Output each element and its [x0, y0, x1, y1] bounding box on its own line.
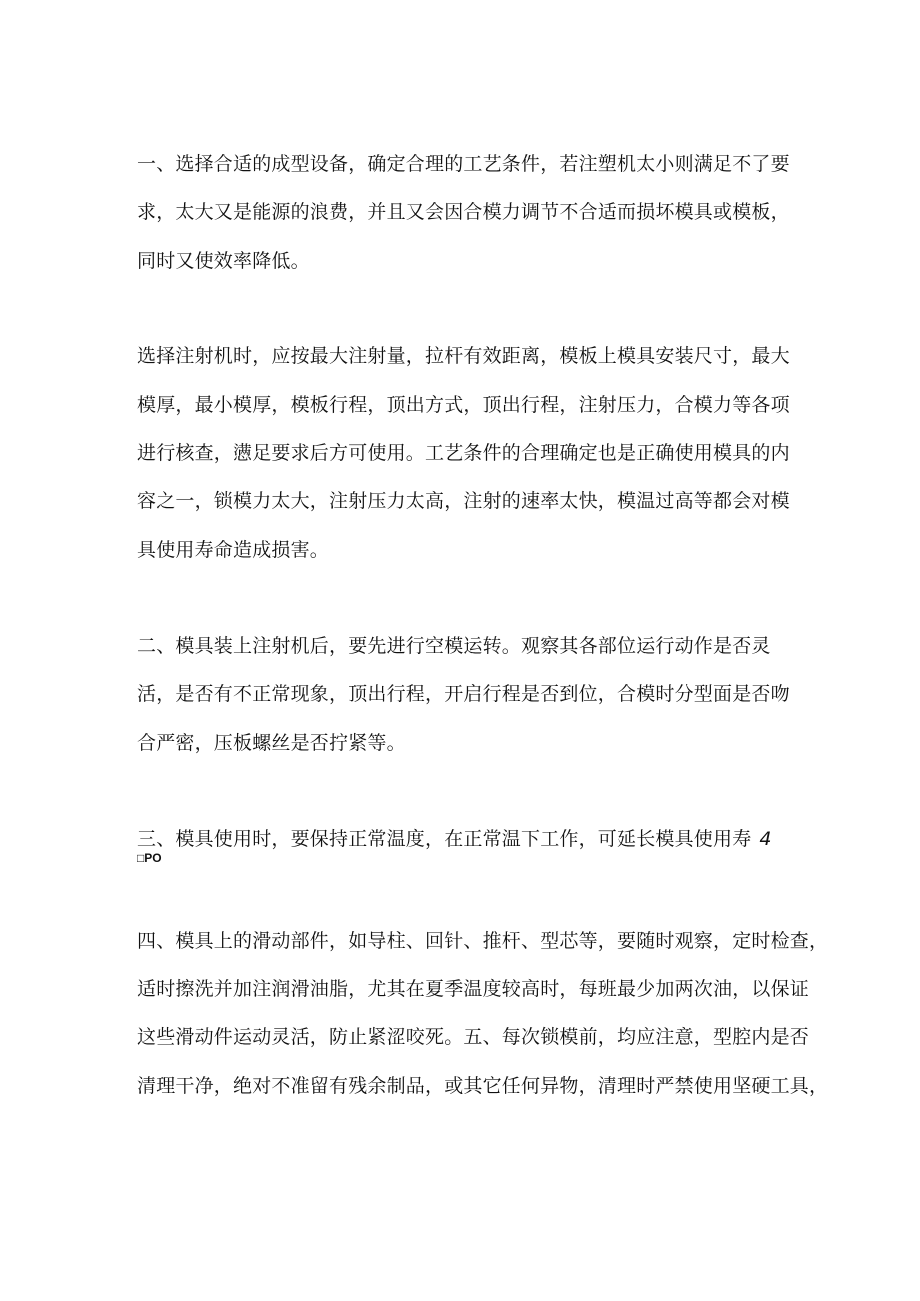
paragraph-5-line-3: 这些滑动件运动灵活，防止紧涩咬死。五、每次锁模前，均应注意，型腔内是否 [137, 1026, 810, 1048]
paragraph-5-line-2: 适时擦洗并加注润滑油脂，尤其在夏季温度较高时，每班最少加两次油，以保证 [137, 978, 810, 1000]
paragraph-4-line-1 [137, 826, 772, 852]
paragraph-3-line-3: 合严密，压板螺丝是否拧紧等。 [137, 732, 406, 754]
paragraph-2-line-3: 进行核查，懑足要求后方可使用。工艺条件的合理确定也是正确使用模具的内 [137, 442, 790, 464]
paragraph-2-line-4: 容之一，锁模力太大，注射压力太高，注射的速率太快，模温过高等都会对模 [137, 490, 790, 512]
paragraph-1-line-1: 一、选择合适的成型设备，确定合理的工艺条件，若注塑机太小则满足不了要 [137, 153, 790, 175]
paragraph-1-line-3: 同时又使效率降低。 [137, 250, 310, 272]
paragraph-3-line-1: 二、模具装上注射机后，要先进行空模运转。观察其各部位运行动作是否灵 [137, 635, 771, 657]
paragraph-4-suffix: 4 [759, 828, 772, 850]
paragraph-5-line-1: 四、模具上的滑动部件，如导柱、回针、推杆、型芯等，要随时观察，定时检查， [137, 930, 829, 952]
paragraph-2-line-5: 具使用寿命造成损害。 [137, 539, 330, 561]
paragraph-3-line-2: 活，是否有不正常现象，顶出行程，开启行程是否到位，合模时分型面是否吻 [137, 683, 790, 705]
paragraph-1-line-2: 求，太大又是能源的浪费，并且又会因合模力调节不合适而损坏模具或模板， [137, 201, 790, 223]
paragraph-2-line-2: 模厚，最小模厚，模板行程，顶出方式，顶出行程，注射压力，合模力等各项 [137, 394, 790, 416]
paragraph-4-text: 三、模具使用时，要保持正常温度，在正常温下工作，可延长模具使用寿 [137, 828, 752, 850]
paragraph-5-line-4: 清理干净，绝对不准留有残余制品，或其它任何异物，清理时严禁使用坚硬工具， [137, 1075, 829, 1097]
paragraph-4-tail: □PO [137, 851, 162, 865]
paragraph-2-line-1: 选择注射机时，应按最大注射量，拉杆有效距离，模板上模具安装尺寸，最大 [137, 345, 790, 367]
